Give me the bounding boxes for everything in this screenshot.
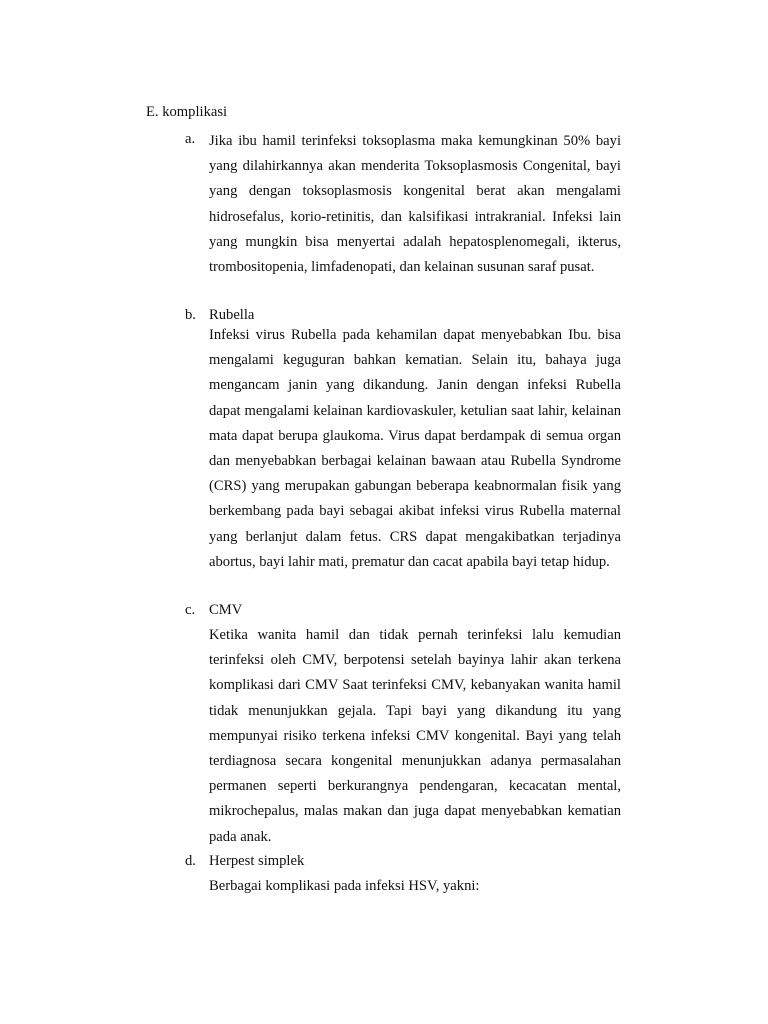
list-paragraph: Infeksi virus Rubella pada kehamilan dapat menyebabkan Ibu. bisa mengalami keguguran bahkan kematian. Selain itu, bahaya juga mengancam janin yang dikandung. Janin dengan infeksi Rubella dapat mengalami kelainan kardiovaskuler, ketulian saat lahir, kelainan mata dapat berupa glaukoma. Virus dapat berdampak di semua organ dan menyebabkan berbagai kelainan bawaan atau Rubella Syndrome (CRS) yang merupakan gabungan beberapa keabnormalan fisik yang berkembang pada bayi sebagai akibat infeksi virus Rubella maternal yang berlanjut dalam fetus. CRS dapat mengakibatkan terjadinya abortus, bayi lahir mati, prematur dan cacat apabila bayi tetap hidup. (209, 327, 621, 570)
list-heading: Herpest simplek (209, 853, 305, 869)
list-marker: a. (185, 131, 196, 147)
list-paragraph: Jika ibu hamil terinfeksi toksoplasma maka kemungkinan 50% bayi yang dilahirkannya akan menderita Toksoplasmosis Congenital, bayi yang dengan toksoplasmosis kongenital berat akan mengalami hidrosefalus, korio-retinitis, dan kalsifikasi intrakranial. Infeksi lain yang mungkin bisa menyertai adalah hepatosplenomegali, ikterus, trombositopenia, limfadenopati, dan kelainan susunan saraf pusat. (209, 133, 621, 276)
list-marker: c. (185, 602, 196, 618)
section-title: E. komplikasi (146, 104, 228, 120)
list-heading: Rubella (209, 307, 255, 323)
list-paragraph: Ketika wanita hamil dan tidak pernah terinfeksi lalu kemudian terinfeksi oleh CMV, berpotensi setelah bayinya lahir akan terkena komplikasi dari CMV Saat terinfeksi CMV, kebanyakan wanita hamil tidak menunjukkan gejala. Tapi bayi yang dikandung itu yang mempunyai risiko terkena infeksi CMV kongenital. Bayi yang telah terdiagnosa secara kongenital menunjukkan adanya permasalahan permanen seperti berkurangnya pendengaran, kecacatan mental, mikrochepalus, malas makan dan juga dapat menyebabkan kematian pada anak. (209, 627, 621, 845)
list-paragraph: Berbagai komplikasi pada infeksi HSV, yakni: (209, 878, 480, 894)
list-marker: b. (185, 307, 196, 323)
list-marker: d. (185, 853, 196, 869)
list-heading: CMV (209, 602, 243, 618)
